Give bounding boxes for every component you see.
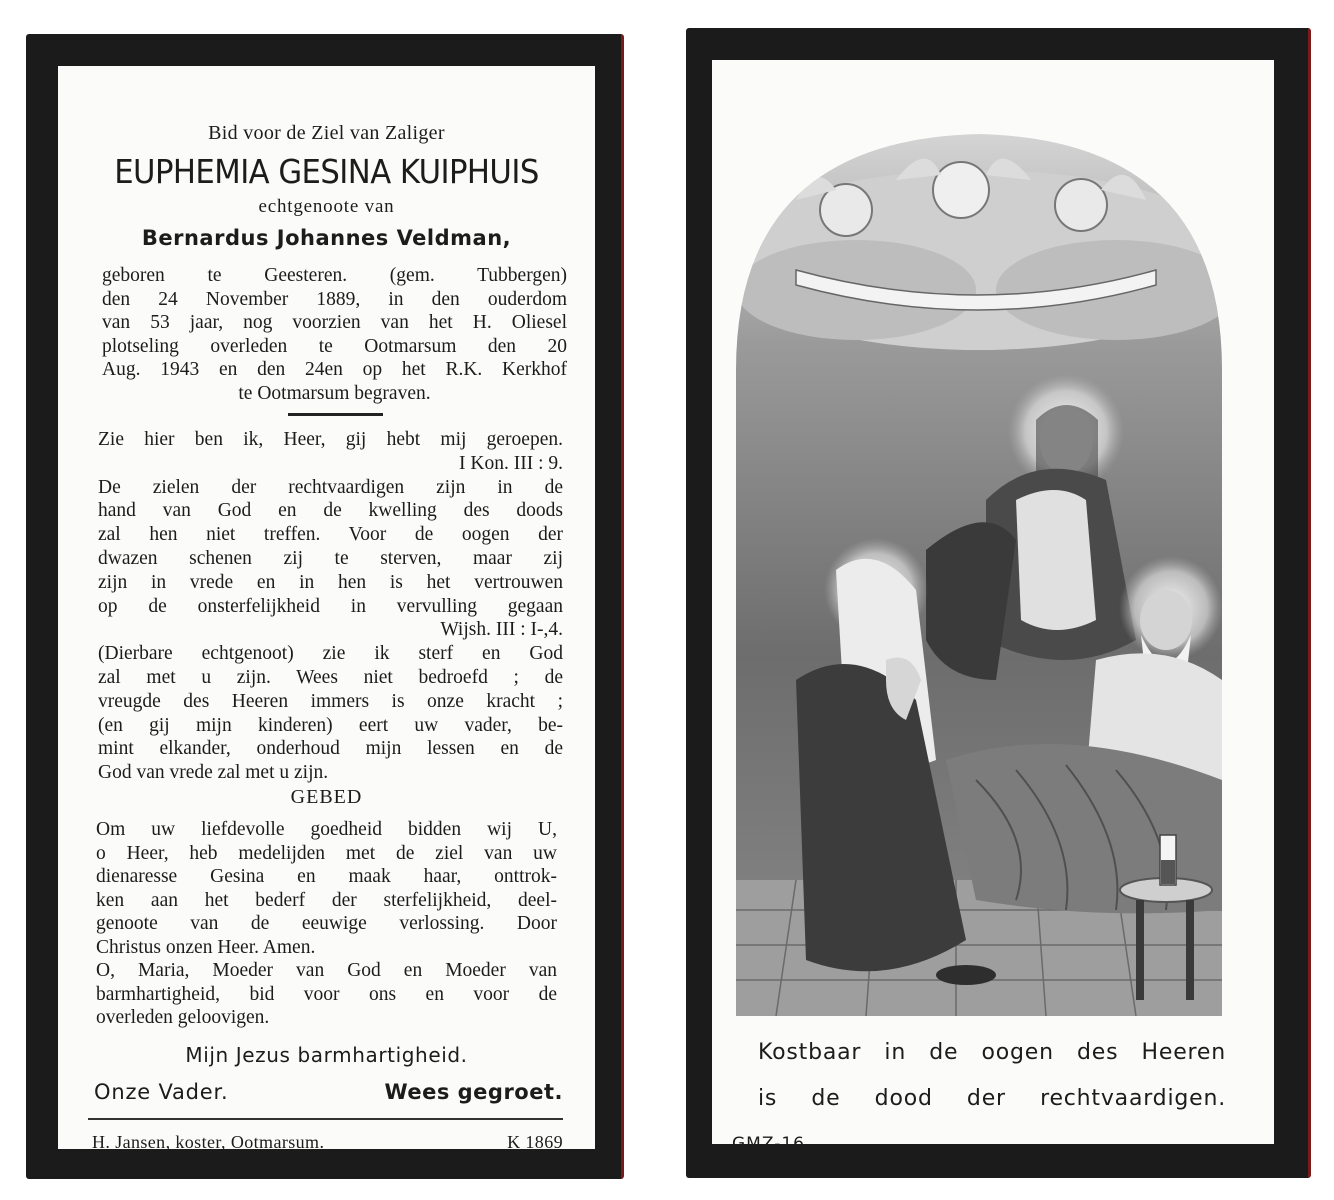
text-panel <box>58 66 595 1167</box>
prayer-line: ken aan het bederf der sterfelijkheid, deel- <box>96 889 557 911</box>
verse-line: De zielen der rechtvaardigen zijn in de <box>98 476 563 498</box>
memorial-card-text <box>26 34 624 1179</box>
picture-panel <box>712 60 1274 1154</box>
biography <box>102 264 567 406</box>
memorial-card-picture <box>686 28 1311 1178</box>
prayer-line: Christus onzen Heer. Amen. <box>96 936 316 958</box>
prayer-line: o Heer, heb medelijden met de ziel van uw <box>96 842 557 864</box>
verse-line: op de onsterfelijkheid in vervulling gegaan <box>98 595 563 617</box>
verse-line: mint elkander, onderhoud mijn lessen en de <box>98 738 563 760</box>
printer-credit: H. Jansen, koster, Ootmarsum. <box>92 1132 325 1152</box>
caption-line-2 <box>758 1084 1226 1114</box>
series-code: GMZ-16 <box>732 1134 805 1154</box>
verse-line: (Dierbare echtgenoot) zie ik sterf en God <box>98 643 563 665</box>
footer-rule <box>88 1118 563 1120</box>
verse-line: dwazen schenen zij te sterven, maar zij <box>98 547 563 569</box>
verse-reference: I Kon. III : 9. <box>459 452 563 474</box>
bio-line: geboren te Geesteren. (gem. Tubbergen) <box>102 265 567 286</box>
spouse-name: Bernardus Johannes Veldman, <box>141 226 512 250</box>
our-father: Onze Vader. <box>94 1080 229 1104</box>
spouse-label: echtgenoote van <box>258 196 395 217</box>
prayer-line: O, Maria, Moeder van God en Moeder van <box>96 960 557 981</box>
verse-line: zal hen niet treffen. Voor de oogen der <box>98 524 563 546</box>
prayer-line: genoote van de eeuwige verlossing. Door <box>96 913 557 934</box>
separator-rule <box>288 413 383 416</box>
bio-line: te Ootmarsum begraven. <box>238 382 431 404</box>
hail-mary: Wees gegroet. <box>384 1080 563 1104</box>
archive-stamp: K 1676 <box>72 1156 127 1167</box>
deceased-name: EUPHEMIA GESINA KUIPHUIS <box>114 152 539 191</box>
verse-line: (en gij mijn kinderen) eert uw vader, be- <box>98 714 563 736</box>
prayer-line: Om uw liefdevolle goedheid bidden wij U, <box>96 819 557 840</box>
verse-line: hand van God en de kwelling des doods <box>98 500 563 522</box>
invocation: Mijn Jezus barmhartigheid. <box>185 1043 468 1067</box>
verse-line: zijn in vrede en in hen is het vertrouwen <box>98 571 563 593</box>
intro-line: Bid voor de Ziel van Zaliger <box>208 122 445 144</box>
bio-line: plotseling overleden te Ootmarsum den 20 <box>102 335 567 357</box>
prayer-title: GEBED <box>290 786 363 808</box>
caption-text: Kostbaar in de oogen des Heeren <box>758 1040 1226 1065</box>
verse-line: zal met u zijn. Wees niet bedroefd ; de <box>98 666 563 688</box>
deathbed-scene-image <box>736 120 1222 1016</box>
bio-line: Aug. 1943 en den 24en op het R.K. Kerkhof <box>102 359 567 381</box>
scripture-verses <box>98 428 563 785</box>
bio-line: van 53 jaar, nog voorzien van het H. Oliesel <box>102 312 567 334</box>
prayer-line: barmhartigheid, bid voor ons en voor de <box>96 983 557 1005</box>
verse-reference: Wijsh. III : I-,4. <box>440 619 563 641</box>
verse-line: God van vrede zal met u zijn. <box>98 762 329 784</box>
caption-line-1 <box>758 1038 1226 1068</box>
prayer-text <box>96 818 557 1030</box>
caption-text: is de dood der rechtvaardigen. <box>758 1086 1226 1111</box>
card-code: K 1869 <box>507 1132 563 1152</box>
devotional-illustration <box>736 120 1222 1016</box>
bio-line: den 24 November 1889, in den ouderdom <box>102 288 567 310</box>
prayer-line: overleden geloovigen. <box>96 1007 270 1028</box>
verse-line: vreugde des Heeren immers is onze kracht ; <box>98 690 563 712</box>
prayer-line: dienaresse Gesina en maak haar, onttrok- <box>96 866 557 887</box>
verse-line: Zie hier ben ik, Heer, gij hebt mij geroepen. <box>98 429 563 450</box>
